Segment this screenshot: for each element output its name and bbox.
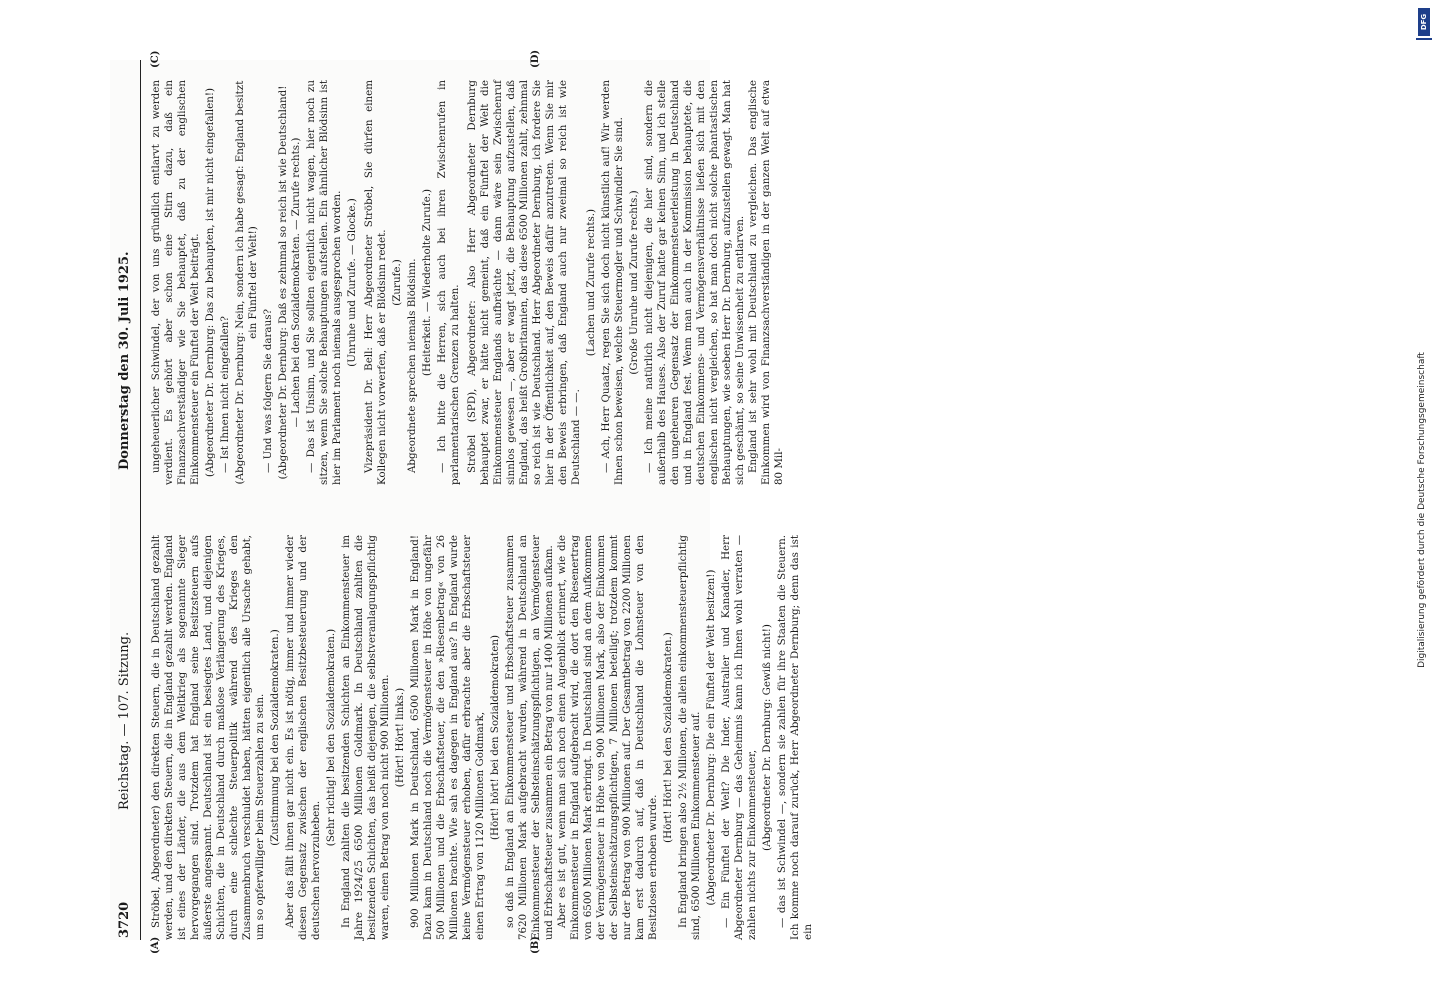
paragraph: In England bringen also 2½ Millionen, die allein einkommensteuerpflichtig sind, 6500 Millionen Einkommensteuer auf. (677, 535, 702, 940)
interjection: (Große Unruhe und Zurufe rechts.) (628, 190, 640, 375)
paragraph: — Ach, Herr Quaatz, regen Sie sich doch nicht künstlich auf! Wir werden Ihnen schon beweisen, welche Steuermogler und Schwindler Sie sind. (600, 80, 625, 485)
paragraph: Aber das fällt ihnen gar nicht ein. Es ist nötig, immer und immer wieder diesen Gegensatz zwischen der englischen Besitzbesteuerung und der deutschen hervorzuheben. (284, 535, 322, 940)
margin-marker-c: (C) (150, 50, 161, 68)
paragraph: Aber es ist gut, wenn man sich noch einen Augenblick erinnert, wie die Einkommensteuer in England aufgebracht wird, die dort den Riesenertrag von 6500 Millionen Mark erbringt. In Deutschland sind an dem Aufkommen der Vermögensteuer in Höhe von 900 Millionen Mark, also der Einkommen der Selbsteinschätzungspflichtigen, 7 Millionen beteiligt; trotzdem kommt nur der Betrag von 900 Millionen auf. Der Gesamtbetrag von 2200 Millionen kam erst dadurch auf, daß in Deutschland die Lohnsteuer von den Besitzlosen erhoben wurde. (556, 535, 659, 940)
margin-marker-d: (D) (530, 49, 541, 68)
paragraph: Ströbel (SPD), Abgeordneter: Also Herr Abgeordneter Dernburg behauptet zwar, er hätte nicht gemeint, daß ein Fünftel der Welt die Einkommensteuer Englands aufbrächte — dann wäre sein Zwischenruf sinnlos gewesen —, aber er wagt jetzt, die Behauptung aufzustellen, daß England, das heißt Großbritannien, das diese 6500 Millionen zahlt, zehnmal so reich ist wie Deutschland. Herr Abgeordneter Dernburg, ich fordere Sie hier in der Öffentlichkeit auf, den Beweis dafür anzutreten. Wenn Sie mir den Beweis erbringen, daß England auch nur zweimal so reich ist wie Deutschland — —. (466, 80, 582, 485)
interjection: (Hört! hört! bei den Sozialdemokraten) (489, 634, 501, 841)
page-number: 3720 (117, 901, 132, 938)
document-page (110, 49, 814, 954)
paragraph: In England zahlten die besitzenden Schichten an Einkommensteuer im Jahre 1924/25 6500 Millionen Goldmark. In Deutschland zahlten die besitzenden Schichten, das heißt diejenigen, die selbstveranlagungspflichtig waren, einen Betrag von noch nicht 900 Millionen. (340, 535, 391, 940)
paragraph: England ist sehr wohl mit Deutschland zu vergleichen. Das englische Einkommen wird von Finanzsachverständigen in der ganzen Welt auf etwa 80 Mil- (747, 80, 785, 485)
interjection: (Hört! Hört! links.) (394, 687, 406, 788)
interjection: (Hört! Hört! bei den Sozialdemokraten.) (662, 632, 674, 843)
digitization-credit-text: Digitalisierung gefördert durch die Deutsche Forschungsgemeinschaft (1417, 352, 1427, 668)
paragraph: — Ich bitte die Herren, sich auch bei ihren Zwischenrufen in parlamentarischen Grenzen zu halten. (436, 80, 461, 485)
paragraph: so daß in England an Einkommensteuer und Erbschaftsteuer zusammen 7620 Millionen Mark aufgebracht wurden, während in Deutschland an Einkommensteuer der Selbsteinschätzungspflichtigen, an Vermögensteuer und Erbschaftsteuer zusammen ein Betrag von nur 1400 Millionen aufkam. (504, 535, 555, 940)
paragraph: Ströbel, Abgeordneter) den direkten Steuern, die in Deutschland gezahlt werden, und den direkten Steuern, die in England gezahlt werden. England ist eines der Länder, die aus dem Weltkrieg als sogenannte Sieger hervorgegangen sind. Trotzdem hat England seine Besitzsteuern aufs äußerste angespannt. Deutschland ist ein besiegtes Land, und diejenigen Schichten, die in Deutschland durch maßlose Verlängerung des Krieges, durch eine schlechte Steuerpolitik während des Krieges den Zusammenbruch verschuldet haben, hätten eigentlich alle Ursache gehabt, um so opferwilliger beim Steuerzahlen zu sein. (150, 535, 266, 940)
right-column (150, 80, 786, 485)
paragraph: — Ich meine natürlich nicht diejenigen, die hier sind, sondern die außerhalb des Hauses. Also der Zuruf hatte gar keinen Sinn, und ich stelle den ungeheuren Gegensatz der Einkommensteuerleistung in Deutschland und in England fest. Wenn man auch in der Kommission behauptete, die deutschen Einkommens- und Vermögensverhältnisse ließen sich mit den englischen nicht vergleichen, so hat man doch nicht solche phantastischen Behauptungen, wie soeben Herr Dr. Dernburg, aufzustellen gewagt. Man hat sich geschämt, so seine Unwissenheit zu entlarven. (643, 80, 746, 485)
paragraph: — Ein Fünftel der Welt? Die Inder, Australier und Kanadier, Herr Abgeordneter Dernburg — das Geheimnis kann ich Ihnen wohl verraten — zahlen nichts zur Einkommensteuer, (720, 535, 758, 940)
left-column (150, 535, 815, 940)
dfg-logo: DFG (1418, 8, 1430, 36)
interjection: (Abgeordneter Dr. Dernburg: Das zu behaupten, ist mir nicht eingefallen!) (204, 87, 216, 478)
interjection: (Lachen und Zurufe rechts.) (585, 208, 597, 357)
margin-marker-a: (A) (150, 936, 161, 954)
paragraph: — das ist Schwindel —, sondern sie zahlen für ihre Staaten die Steuern. Ich komme noch darauf zurück, Herr Abgeordneter Dernburg; denn das ist ein (776, 535, 814, 940)
digitization-credit (1414, 40, 1430, 980)
header-date: Donnerstag den 30. Juli 1925. (117, 251, 132, 470)
paragraph: ungeheuerlicher Schwindel, der von uns gründlich entlarvt zu werden verdient. Es gehört aber schon eine Stirn dazu, daß ein Finanzsachverständiger wie Sie behauptet, daß zu der englischen Einkommensteuer ein Fünftel der Welt beiträgt. (150, 80, 201, 485)
interjection: (Abgeordneter Dr. Dernburg: Daß es zehnmal so reich ist wie Deutschland! — Lachen bei den Sozialdemokraten. — Zurufe rechts.) (277, 85, 302, 480)
interjection: (Zurufe.) (391, 259, 403, 306)
interjection: (Abgeordneter Dr. Dernburg: Nein, sondern ich habe gesagt: England besitzt ein Fünftel der Welt!) (234, 80, 259, 485)
margin-marker-b: (B) (530, 936, 541, 954)
paragraph: 900 Millionen Mark in Deutschland, 6500 Millionen Mark in England! Dazu kam in Deutschland noch die Vermögensteuer in Höhe von ungefähr 500 Millionen und die Erbschaftsteuer, die den »Riesenbetrag« von 26 Millionen brachte. Wie sah es dagegen in England aus? In England wurde keine Vermögensteuer erhoben, dafür erbrachte aber die Erbschaftsteuer einen Ertrag von 1120 Millionen Goldmark, (409, 535, 486, 940)
paragraph: — Ist Ihnen nicht eingefallen? (219, 316, 231, 473)
interjection: (Sehr richtig! bei den Sozialdemokraten.) (325, 628, 337, 847)
paragraph: Vizepräsident Dr. Bell: Herr Abgeordneter Ströbel, Sie dürfen einem Kollegen nicht vorwerfen, daß er Blödsinn redet. (363, 80, 388, 485)
interjection: (Abgeordneter Dr. Dernburg: Die ein Fünftel der Welt besitzen!) (705, 569, 717, 906)
header-session: Reichstag. — 107. Sitzung. (117, 631, 132, 810)
paragraph: — Und was folgern Sie daraus? (262, 308, 274, 473)
interjection: (Heiterkeit. — Wiederholte Zurufe.) (421, 189, 433, 376)
page-header (110, 60, 141, 940)
interjection: (Unruhe und Zurufe. — Glocke.) (346, 198, 358, 367)
paragraph: — Das ist Unsinn, und Sie sollten eigentlich nicht wagen, hier noch zu sitzen, wenn Sie solche Behauptungen aufstellen. Ein ähnlicher Blödsinn ist hier im Parlament noch niemals ausgesprochen worden. (305, 80, 343, 485)
paragraph: Abgeordnete sprechen niemals Blödsinn. (406, 258, 418, 473)
interjection: (Zustimmung bei den Sozialdemokraten.) (269, 629, 281, 846)
interjection: (Abgeordneter Dr. Dernburg: Gewiß nicht!) (761, 624, 773, 851)
